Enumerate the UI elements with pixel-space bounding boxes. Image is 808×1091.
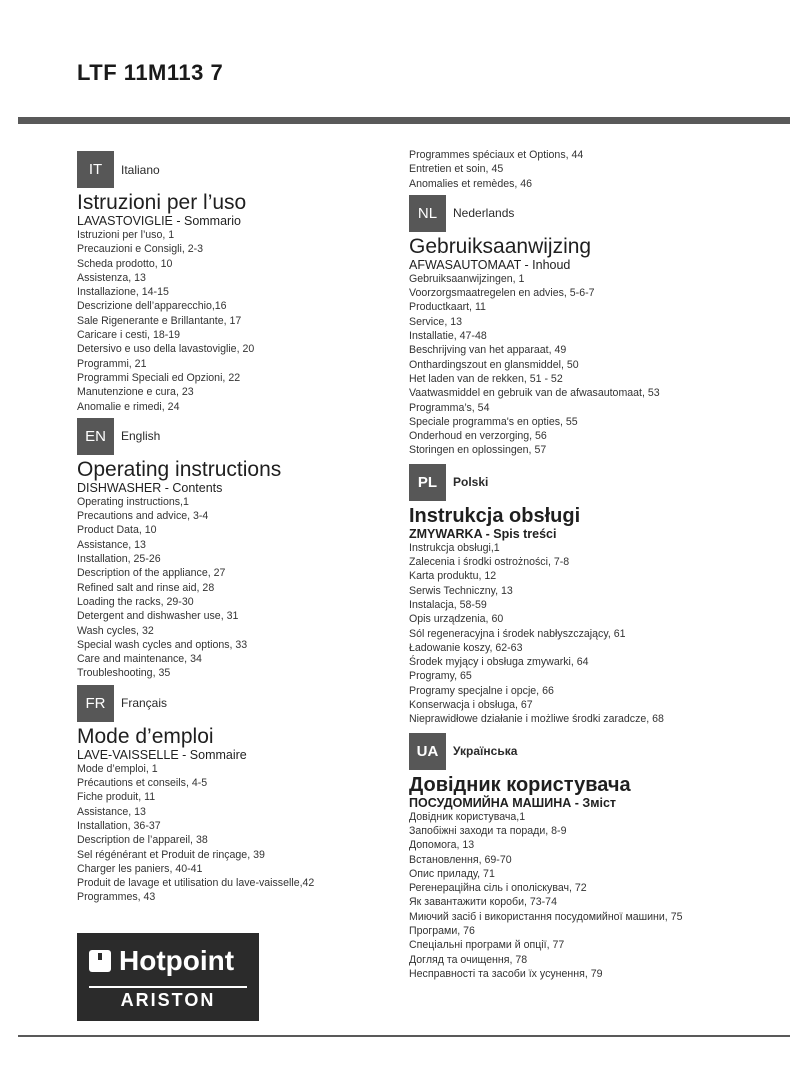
- section-ua: [409, 733, 799, 982]
- language-name-pl: Polski: [453, 475, 489, 490]
- logo-divider: [89, 986, 247, 988]
- contents-item: Description de l’appareil, 38: [77, 834, 208, 847]
- footer-rule: [18, 1035, 790, 1037]
- contents-item: Środek myjący i obsługa zmywarki, 64: [409, 656, 589, 669]
- section-title-it: Istruzioni per l’uso: [77, 191, 247, 214]
- language-badge-nl: NL: [409, 195, 446, 232]
- contents-item: Scheda prodotto, 10: [77, 257, 173, 270]
- contents-item: Opis urządzenia, 60: [409, 613, 504, 626]
- section-it: [77, 151, 397, 414]
- contents-item: Anomalie e rimedi, 24: [77, 400, 180, 413]
- language-name-en: English: [121, 429, 161, 444]
- contents-item: Programmes spéciaux et Options, 44: [409, 149, 584, 161]
- contents-item: Anomalies et remèdes, 46: [409, 177, 533, 190]
- language-header-en: [77, 418, 397, 455]
- contents-item: Charger les paniers, 40-41: [77, 862, 203, 875]
- contents-item: Довідник користувача,1: [409, 810, 526, 823]
- contents-list-en: [77, 495, 397, 681]
- contents-item: Instrukcja obsługi,1: [409, 541, 500, 554]
- section-title-fr: Mode d’emploi: [77, 724, 214, 748]
- contents-item: Konserwacja i obsługa, 67: [409, 699, 533, 712]
- language-name-fr: Français: [121, 696, 168, 711]
- contents-item: Precauzioni e Consigli, 2-3: [77, 243, 204, 256]
- contents-item: Спеціальні програми й опції, 77: [409, 939, 565, 952]
- contents-item: Onderhoud en verzorging, 56: [409, 430, 547, 443]
- contents-item: Detersivo e uso della lavastoviglie, 20: [77, 343, 255, 356]
- contents-item: Instalacja, 58-59: [409, 598, 487, 611]
- contents-item: Serwis Techniczny, 13: [409, 584, 513, 597]
- contents-item: Care and maintenance, 34: [77, 653, 202, 666]
- contents-item: Loading the racks, 29-30: [77, 595, 194, 608]
- contents-item: Assistance, 13: [77, 805, 146, 818]
- contents-item: Précautions et conseils, 4-5: [77, 777, 208, 790]
- contents-item: Vaatwasmiddel en gebruik van de afwasautomaat, 53: [409, 387, 660, 400]
- language-name-ua: Українська: [453, 744, 518, 759]
- contents-item: Caricare i cesti, 18-19: [77, 329, 181, 342]
- contents-item: Installatie, 47-48: [409, 330, 487, 343]
- section-pl: [409, 464, 799, 727]
- contents-item: Product Data, 10: [77, 524, 157, 537]
- section-subtitle-it: LAVASTOVIGLIE - Sommario: [77, 214, 241, 228]
- contents-item: Storingen en oplossingen, 57: [409, 444, 547, 457]
- contents-item: Догляд та очищення, 78: [409, 953, 528, 966]
- language-badge-it: IT: [77, 151, 114, 188]
- language-header-ua: [409, 733, 799, 770]
- section-subtitle-en: DISHWASHER - Contents: [77, 480, 223, 495]
- contents-item: Programmi, 21: [77, 357, 147, 370]
- contents-item: Detergent and dishwasher use, 31: [77, 610, 239, 623]
- language-badge-en: EN: [77, 418, 114, 455]
- contents-item: Встановлення, 69-70: [409, 853, 512, 866]
- contents-item: Description of the appliance, 27: [77, 567, 226, 580]
- contents-item: Nieprawidłowe działanie i możliwe środki zaradcze, 68: [409, 713, 664, 726]
- section-title-ua: Довідник користувача: [409, 773, 631, 796]
- contents-item: Assistance, 13: [77, 538, 146, 551]
- language-header-nl: [409, 195, 799, 232]
- contents-item: Програми, 76: [409, 924, 475, 937]
- section-subtitle-fr: LAVE-VAISSELLE - Sommaire: [77, 747, 247, 762]
- contents-item: Zalecenia i środki ostrożności, 7-8: [409, 556, 570, 569]
- language-header-pl: [409, 464, 799, 501]
- contents-list-pl: [409, 541, 799, 727]
- contents-item: Descrizione dell’apparecchio,16: [77, 300, 227, 313]
- contents-item: Gebruiksaanwijzingen, 1: [409, 272, 525, 285]
- contents-item: Миючий засіб і використання посудомийної машини, 75: [409, 910, 683, 923]
- contents-list-fr-continued: [409, 148, 799, 191]
- contents-item: Entretien et soin, 45: [409, 163, 504, 176]
- logo-sub-text: ARISTON: [120, 990, 216, 1010]
- contents-item: Sale Rigenerante e Brillantante, 17: [77, 314, 242, 327]
- contents-item: Produit de lavage et utilisation du lave-vaisselle,42: [77, 877, 315, 890]
- language-badge-fr: FR: [77, 685, 114, 722]
- contents-item: Несправності та засоби їх усунення, 79: [409, 967, 603, 980]
- contents-item: Programy, 65: [409, 670, 472, 683]
- contents-item: Service, 13: [409, 315, 462, 328]
- left-column: [77, 147, 397, 905]
- contents-item: Operating instructions,1: [77, 495, 189, 508]
- contents-item: Beschrijving van het apparaat, 49: [409, 344, 567, 357]
- contents-item: Installation, 25-26: [77, 553, 161, 566]
- section-title-nl: Gebruiksaanwijzing: [409, 234, 592, 258]
- section-subtitle-pl: ZMYWARKA - Spis treści: [409, 526, 557, 541]
- contents-item: Het laden van de rekken, 51 - 52: [409, 372, 563, 385]
- contents-item: Ładowanie koszy, 62-63: [409, 641, 523, 654]
- section-subtitle-nl: AFWASAUTOMAAT - Inhoud: [409, 257, 571, 272]
- contents-item: Допомога, 13: [409, 839, 475, 852]
- contents-item: Assistenza, 13: [77, 271, 146, 284]
- contents-item: Manutenzione e cura, 23: [77, 386, 194, 399]
- contents-item: Programmes, 43: [77, 891, 156, 904]
- contents-item: Sel régénérant et Produit de rinçage, 39: [77, 848, 265, 861]
- right-column: [409, 148, 799, 981]
- language-header-fr: [77, 685, 397, 722]
- contents-item: Як завантажити короби, 73-74: [409, 896, 557, 909]
- hotpoint-icon: [89, 950, 111, 972]
- section-nl: [409, 195, 799, 458]
- section-title-pl: Instrukcja obsługi: [409, 504, 581, 527]
- model-number: LTF 11M113 7: [77, 60, 224, 85]
- contents-item: Installazione, 14-15: [77, 286, 169, 299]
- language-badge-ua: UA: [409, 733, 446, 770]
- contents-item: Fiche produit, 11: [77, 791, 156, 804]
- logo-brand-text: Hotpoint: [119, 945, 235, 976]
- section-title-en: Operating instructions: [77, 457, 282, 481]
- section-subtitle-ua: ПОСУДОМИЙНА МАШИНА - Зміст: [409, 795, 617, 810]
- contents-item: Onthardingszout en glansmiddel, 50: [409, 358, 579, 371]
- contents-item: Speciale programma's en opties, 55: [409, 415, 578, 428]
- contents-item: Programy specjalne i opcje, 66: [409, 684, 554, 697]
- contents-item: Опис приладу, 71: [409, 867, 495, 880]
- contents-item: Special wash cycles and options, 33: [77, 638, 248, 651]
- section-en: [77, 418, 397, 681]
- contents-item: Karta produktu, 12: [409, 570, 497, 583]
- contents-item: Voorzorgsmaatregelen en advies, 5-6-7: [409, 287, 595, 300]
- hotpoint-ariston-logo: [77, 933, 259, 1021]
- section-fr: [77, 685, 397, 905]
- contents-item: Refined salt and rinse aid, 28: [77, 581, 215, 594]
- contents-list-nl: [409, 272, 799, 458]
- contents-item: Installation, 36-37: [77, 819, 161, 832]
- contents-item: Precautions and advice, 3-4: [77, 510, 209, 523]
- logo-brand: [89, 945, 234, 977]
- contents-item: Productkaart, 11: [409, 301, 486, 314]
- language-name-nl: Nederlands: [453, 206, 515, 221]
- contents-item: Регенераційна сіль і ополіскувач, 72: [409, 882, 587, 895]
- language-badge-pl: PL: [409, 464, 446, 501]
- contents-item: Troubleshooting, 35: [77, 667, 171, 680]
- contents-item: Запобіжні заходи та поради, 8-9: [409, 824, 567, 837]
- contents-item: Sól regeneracyjna i środek nabłyszczający, 61: [409, 627, 626, 640]
- language-name-it: Italiano: [121, 162, 160, 177]
- header-bar: [18, 117, 790, 124]
- contents-item: Programmi Speciali ed Opzioni, 22: [77, 371, 241, 384]
- contents-list-fr: [77, 762, 397, 905]
- contents-item: Wash cycles, 32: [77, 624, 154, 637]
- language-header-it: [77, 151, 397, 188]
- contents-item: Mode d’emploi, 1: [77, 762, 158, 775]
- contents-list-it: [77, 228, 397, 414]
- contents-list-ua: [409, 810, 799, 982]
- contents-item: Programma’s, 54: [409, 401, 490, 414]
- contents-item: Istruzioni per l’uso, 1: [77, 229, 175, 241]
